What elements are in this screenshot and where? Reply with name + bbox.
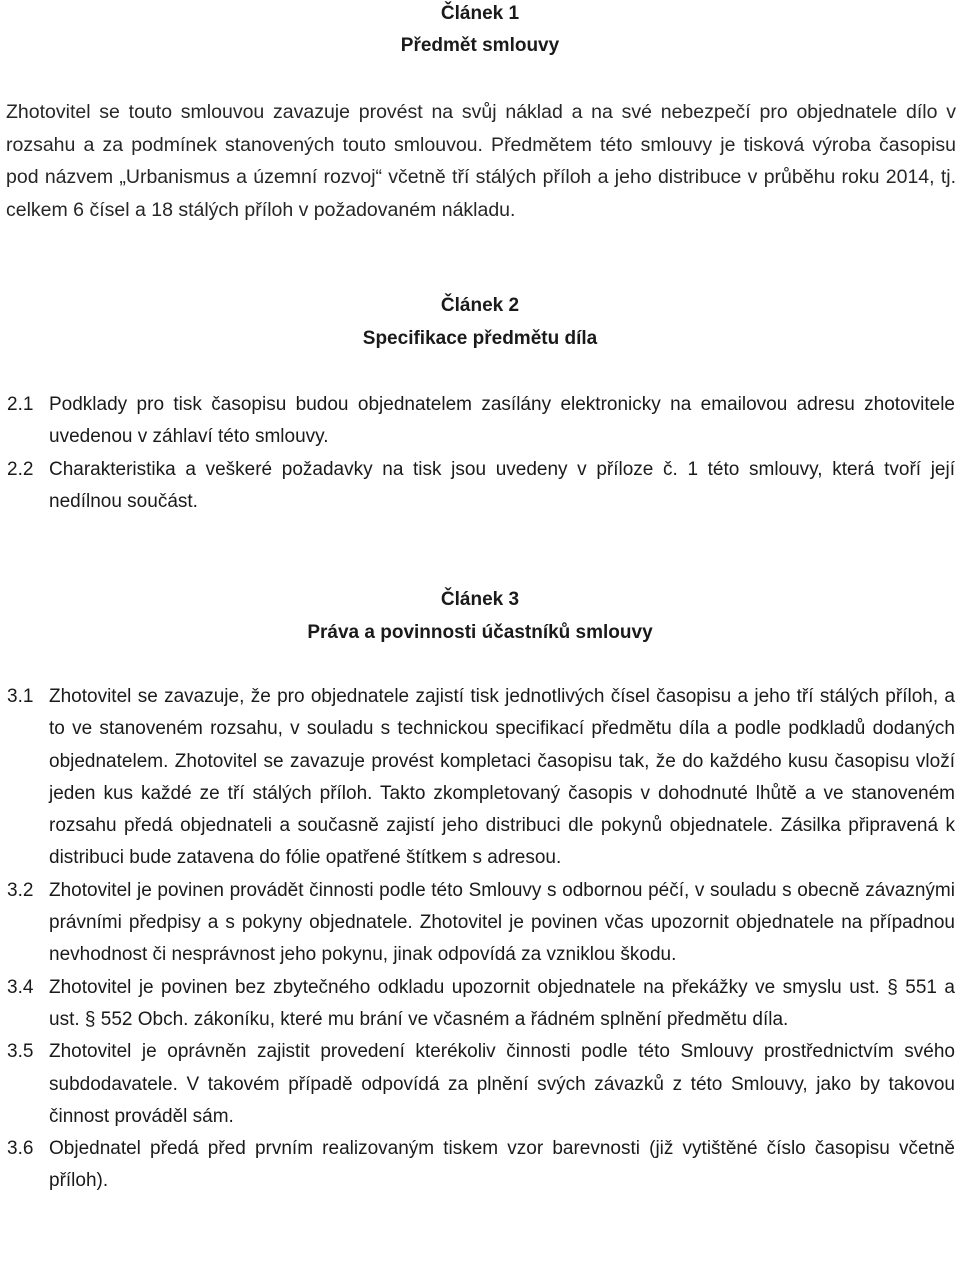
clause-number: 3.1 xyxy=(7,686,34,707)
clause-number: 3.2 xyxy=(7,879,34,901)
clause-number: 3.6 xyxy=(7,1138,34,1160)
clause-2-1 xyxy=(0,389,960,454)
clause-3-6 xyxy=(0,1133,960,1198)
clause-number: 2.1 xyxy=(7,394,34,415)
clause-number: 3.5 xyxy=(7,1041,34,1063)
article-2-label: Článek 2 xyxy=(440,295,520,316)
clause-text: Zhotovitel se zavazuje, že pro objednatele zajistí tisk jednotlivých čísel časopisu a jeho tří stálých příloh, a to ve stanoveném rozsahu, v souladu s technickou specifikací předmětu díla a podle podkladů dodaných objednatelem. Zhotovitel se zavazuje provést kompletaci časopisu tak, že do každého kusu časopisu vloží jeden kus každé ze tří stálých příloh. Takto zkompletovaný časopis v dohodnuté lhůtě a ve stanoveném rozsahu předá objednateli a současně zajistí jeho distribuci dle pokynů objednatele. Zásilka připravená k distribuci bude zatavena do fólie opatřené štítkem s adresou. xyxy=(49,686,955,869)
article-2-clauses xyxy=(0,389,960,518)
clause-3-4 xyxy=(0,972,960,1037)
clause-number: 3.4 xyxy=(7,976,34,998)
article-1-text: Zhotovitel se touto smlouvou zavazuje provést na svůj náklad a na své nebezpečí pro objednatele dílo v rozsahu a za podmínek stanovených touto smlouvou. Předmětem této smlouvy je tisková výroba časopisu pod názvem „Urbanismus a územní rozvoj“ včetně tří stálých příloh a jeho distribuce v průběhu roku 2014, tj. celkem 6 čísel a 18 stálých příloh v požadovaném nákladu. xyxy=(6,101,956,221)
clause-3-5 xyxy=(0,1036,960,1133)
clause-text: Podklady pro tisk časopisu budou objednatelem zasílány elektronicky na emailovou adresu zhotovitele uvedenou v záhlaví této smlouvy. xyxy=(49,394,955,448)
clause-text: Zhotovitel je oprávněn zajistit provedení kterékoliv činnosti podle této Smlouvy prostřednictvím svého subdodavatele. V takovém případě odpovídá za plnění svých závazků z této Smlouvy, jako by takovou činnost prováděl sám. xyxy=(49,1041,955,1127)
article-1-label: Článek 1 xyxy=(440,3,520,24)
clause-2-2 xyxy=(0,454,960,519)
clause-text: Charakteristika a veškeré požadavky na tisk jsou uvedeny v příloze č. 1 této smlouvy, která tvoří její nedílnou součást. xyxy=(49,458,955,512)
article-2-title: Specifikace předmětu díla xyxy=(362,328,598,349)
clause-3-2 xyxy=(0,875,960,972)
clause-text: Objednatel předá před prvním realizovaným tiskem vzor barevnosti (již vytištěné číslo časopisu včetně příloh). xyxy=(49,1138,955,1192)
article-3-label: Článek 3 xyxy=(440,589,520,610)
clause-3-1 xyxy=(0,681,960,875)
article-3-title: Práva a povinnosti účastníků smlouvy xyxy=(307,622,653,643)
clause-text: Zhotovitel je povinen provádět činnosti podle této Smlouvy s odbornou péčí, v souladu s obecně závaznými právními předpisy a s pokyny objednatele. Zhotovitel je povinen včas upozornit objednatele na případnou nevhodnost či nesprávnost jeho pokynu, jinak odpovídá za vzniklou škodu. xyxy=(49,879,955,966)
article-3-clauses xyxy=(0,681,960,1198)
clause-number: 2.2 xyxy=(7,458,34,480)
article-1-title: Předmět smlouvy xyxy=(400,35,560,56)
clause-text: Zhotovitel je povinen bez zbytečného odkladu upozornit objednatele na překážky ve smyslu ust. § 551 a ust. § 552 Obch. zákoníku, které mu brání ve včasném a řádném splnění předmětu díla. xyxy=(49,976,955,1030)
